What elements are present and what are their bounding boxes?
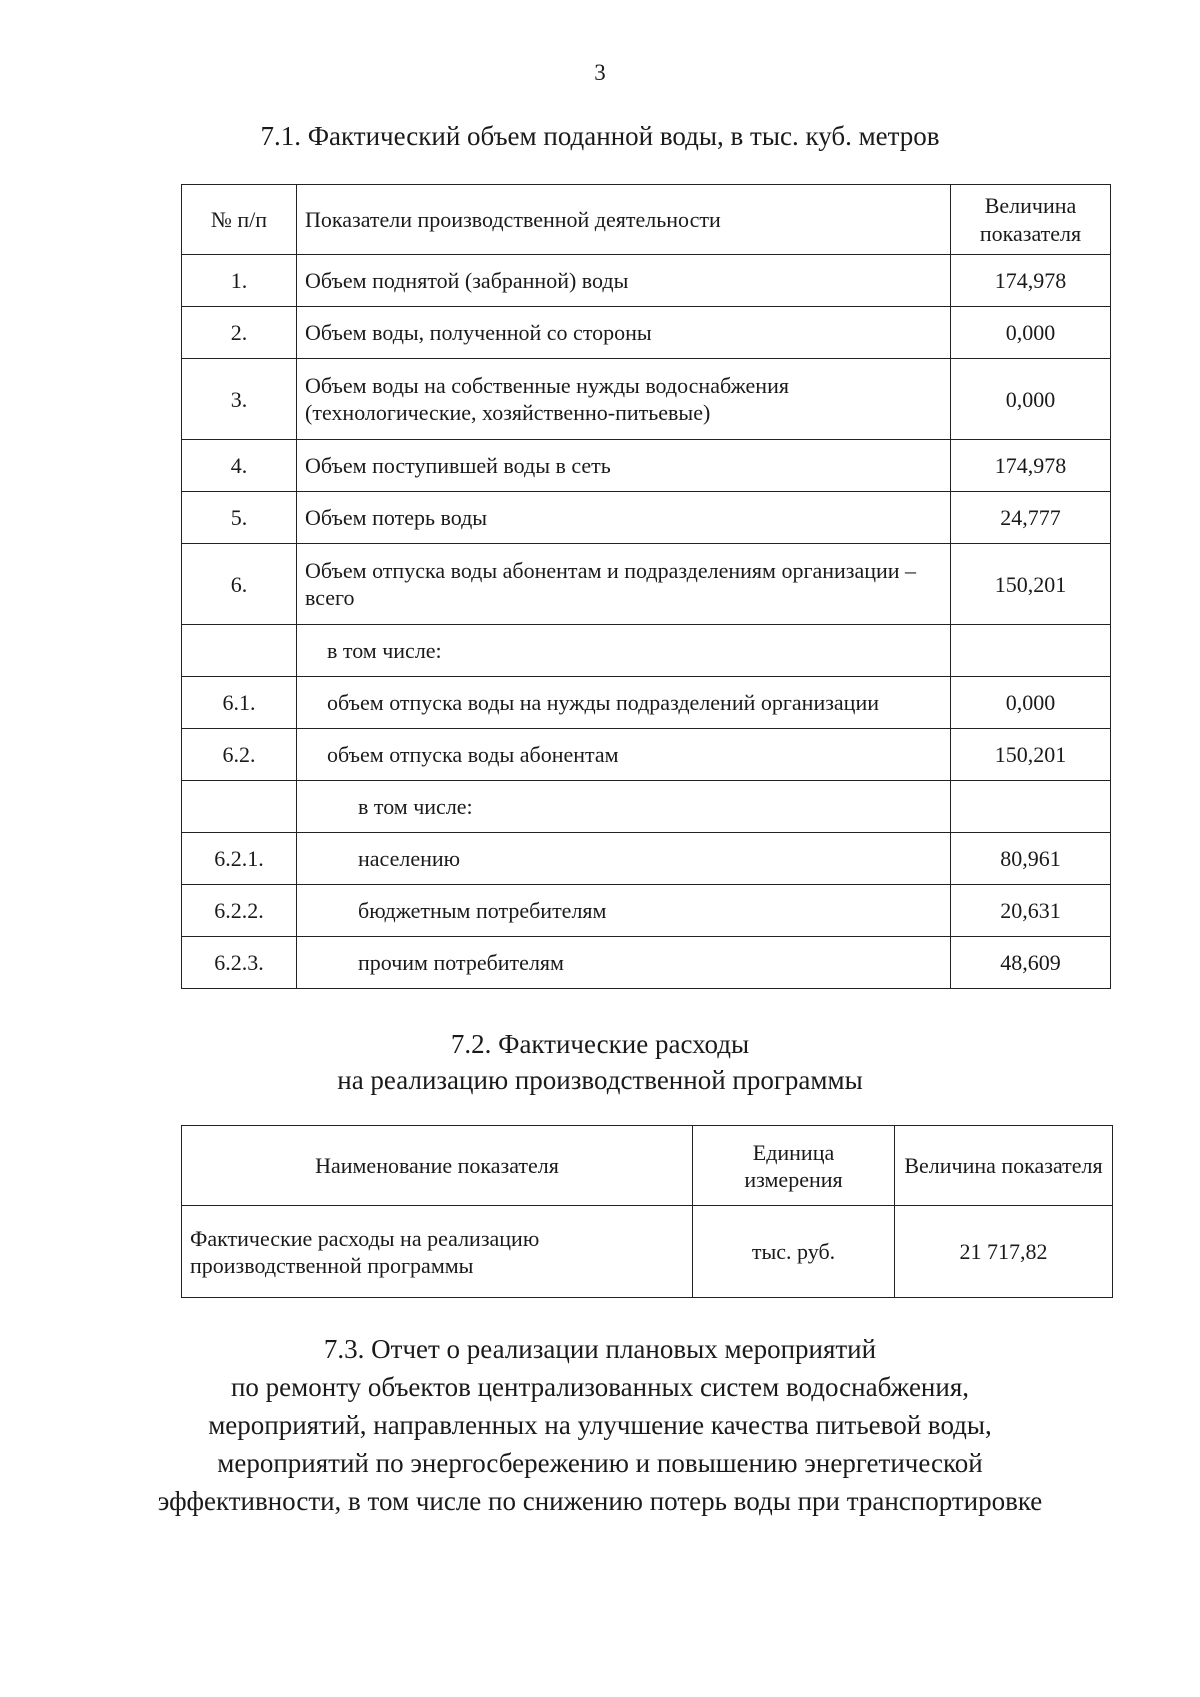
row-num: 6.2.: [182, 729, 297, 781]
section-7-2-title-line2: на реализацию производственной программы: [337, 1065, 863, 1095]
row-num: 6.2.2.: [182, 885, 297, 937]
row-value: 0,000: [951, 307, 1111, 359]
section-7-1-title-text: 7.1. Фактический объем поданной воды, в тыс. куб. метров: [260, 121, 940, 151]
table-row: [182, 833, 1111, 885]
section-7-2-title: [0, 1026, 1200, 1098]
row-name: Объем поступившей воды в сеть: [297, 440, 951, 492]
row-value: 48,609: [951, 937, 1111, 989]
row-value: [951, 625, 1111, 677]
table-row: [182, 937, 1111, 989]
section-7-1-title: [0, 118, 1200, 154]
table-row: [182, 359, 1111, 440]
section-7-3-title-line: эффективности, в том числе по снижению потерь воды при транспортировке: [157, 1486, 1043, 1516]
row-num: 6.: [182, 544, 297, 625]
table-row: [182, 781, 1111, 833]
row-num: [182, 781, 297, 833]
row-value: 174,978: [951, 255, 1111, 307]
section-7-2-title-line1: 7.2. Фактические расходы: [450, 1029, 750, 1059]
header-num: № п/п: [182, 185, 297, 255]
table-row: [182, 307, 1111, 359]
row-value: 150,201: [951, 544, 1111, 625]
table-row: [182, 255, 1111, 307]
table-row: [182, 1206, 1113, 1298]
row-num: 6.2.3.: [182, 937, 297, 989]
table-row: [182, 677, 1111, 729]
row-value: 0,000: [951, 359, 1111, 440]
header-value: Величина показателя: [895, 1126, 1113, 1206]
row-value: 150,201: [951, 729, 1111, 781]
header-name: Наименование показателя: [182, 1126, 693, 1206]
header-unit: Единица измерения: [693, 1126, 895, 1206]
header-value: Величина показателя: [951, 185, 1111, 255]
row-value: 80,961: [951, 833, 1111, 885]
row-name: Фактические расходы на реализацию производственной программы: [182, 1206, 693, 1298]
row-value: 24,777: [951, 492, 1111, 544]
row-num: 6.2.1.: [182, 833, 297, 885]
row-name: населению: [297, 833, 951, 885]
table-row: [182, 885, 1111, 937]
table-header-row: [182, 185, 1111, 255]
row-value: 174,978: [951, 440, 1111, 492]
section-7-3-title-line: 7.3. Отчет о реализации плановых мероприятий: [323, 1334, 877, 1364]
row-name: объем отпуска воды на нужды подразделений организации: [297, 677, 951, 729]
row-name: Объем отпуска воды абонентам и подразделениям организации – всего: [297, 544, 951, 625]
row-value: 21 717,82: [895, 1206, 1113, 1298]
row-num: 6.1.: [182, 677, 297, 729]
table-row: [182, 729, 1111, 781]
row-value: 20,631: [951, 885, 1111, 937]
expenses-table: [181, 1125, 1113, 1298]
row-num: 1.: [182, 255, 297, 307]
row-num: 5.: [182, 492, 297, 544]
section-7-3-title-line: мероприятий по энергосбережению и повышению энергетической: [217, 1448, 983, 1478]
table-row: [182, 440, 1111, 492]
row-name: бюджетным потребителям: [297, 885, 951, 937]
table-row: [182, 625, 1111, 677]
header-name: Показатели производственной деятельности: [297, 185, 951, 255]
row-unit: тыс. руб.: [693, 1206, 895, 1298]
table-row: [182, 492, 1111, 544]
page-number: 3: [594, 60, 606, 85]
row-name: Объем воды, полученной со стороны: [297, 307, 951, 359]
section-7-3-title: [0, 1330, 1200, 1520]
table-header-row: [182, 1126, 1113, 1206]
row-name: в том числе:: [297, 625, 951, 677]
row-num: [182, 625, 297, 677]
row-name: прочим потребителям: [297, 937, 951, 989]
row-name: Объем воды на собственные нужды водоснабжения (технологические, хозяйственно-питьевые): [297, 359, 951, 440]
row-num: 2.: [182, 307, 297, 359]
row-value: 0,000: [951, 677, 1111, 729]
row-name: в том числе:: [297, 781, 951, 833]
section-7-3-title-line: мероприятий, направленных на улучшение качества питьевой воды,: [208, 1410, 992, 1440]
row-name: объем отпуска воды абонентам: [297, 729, 951, 781]
row-num: 3.: [182, 359, 297, 440]
row-name: Объем поднятой (забранной) воды: [297, 255, 951, 307]
row-num: 4.: [182, 440, 297, 492]
row-name: Объем потерь воды: [297, 492, 951, 544]
section-7-3-title-line: по ремонту объектов централизованных систем водоснабжения,: [230, 1372, 970, 1402]
water-volume-table: [181, 184, 1111, 989]
table-row: [182, 544, 1111, 625]
row-value: [951, 781, 1111, 833]
